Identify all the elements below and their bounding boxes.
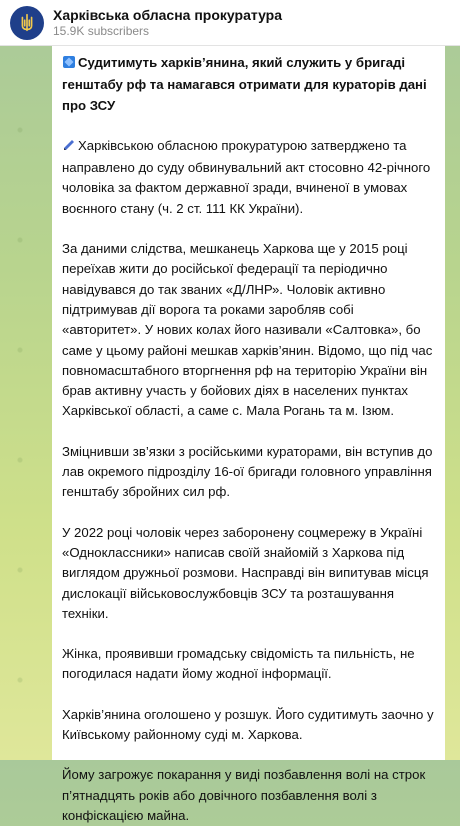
trident-emblem-icon[interactable] <box>10 6 44 40</box>
paragraph-1-text: Харківською обласною прокуратурою затверджено та направлено до суду обвинувальний акт стосовно 42-річного чоловіка за фактом державної зради, вчиненої в умовах воєнного стану (ч. 2 ст. 111 КК України). <box>62 137 431 216</box>
paragraph-4: У 2022 році чоловік через заборонену соцмережу в Україні «Одноклассники» написав своїй знайомій з Харкова під виглядом дружньої розмови. Насправді він випитував місця дислокації військовослужбовців ЗСУ та розташування техніки. <box>62 524 429 621</box>
subscriber-count: 15.9K subscribers <box>53 23 150 38</box>
pen-icon <box>62 138 76 158</box>
paragraph-7: Йому загрожує покарання у виді позбавлення волі на строк п’ятнадцять років або довічного позбавлення волі з конфіскацією майна. <box>62 767 426 823</box>
paragraph-3: Зміцнивши зв’язки з російськими кураторами, він вступив до лав окремого підрозділу 16-ої бригади головного управління генштабу збройних сил рф. <box>62 443 433 500</box>
paragraph-1 <box>62 136 435 219</box>
headline-paragraph <box>62 53 435 116</box>
headline-text: Судитимуть харків’янина, який служить у бригаді генштабу рф та намагався отримати для кураторів дані про ЗСУ <box>62 55 427 113</box>
paragraph-5: Жінка, проявивши громадську свідомість та пильність, не погодилася надати йому жодної інформації. <box>62 646 415 682</box>
channel-title[interactable]: Харківська обласна прокуратура <box>53 6 283 23</box>
paragraph-6: Харків’янина оголошено у розшук. Його судитимуть заочно у Київському районному суді м. Харкова. <box>62 706 434 743</box>
paragraph-2: За даними слідства, мешканець Харкова ще у 2015 році переїхав жити до російської федерації та періодично навідувався до так званих «Д/ЛНР». Чоловік активно підтримував дії ворога та роками заробляв собі «авторитет». У нових колах його називали «Салтовка», бо саме у цьому районі мешкав харків’янин. Відомо, що під час повномасштабного вторгнення рф на територію України він брав активну участь у бойових діях в населених пунктах Харківської області, а саме с. Мала Рогань та м. Ізюм. <box>62 241 433 419</box>
message-bubble <box>52 46 445 823</box>
blue-diamond-icon <box>62 55 76 75</box>
channel-header[interactable] <box>0 0 460 46</box>
